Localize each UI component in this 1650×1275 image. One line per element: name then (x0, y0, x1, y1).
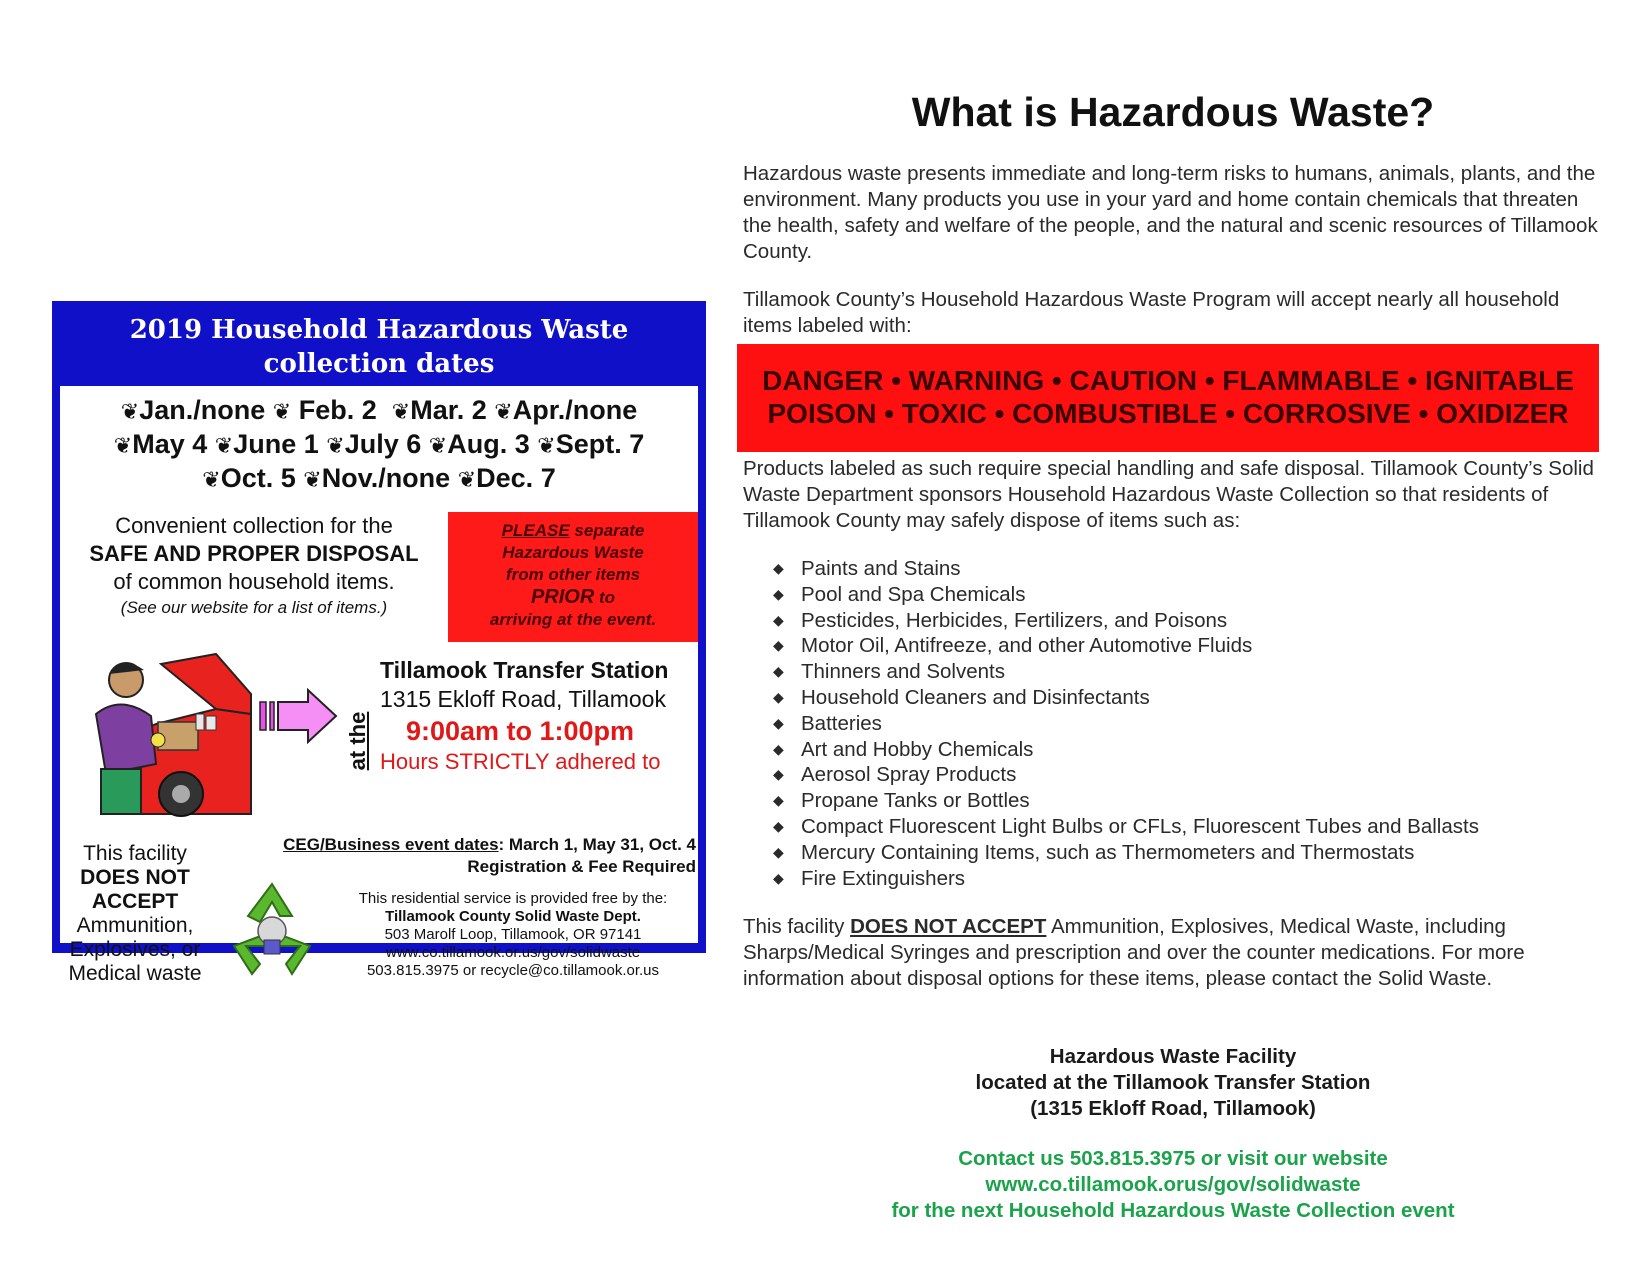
list-item: ◆ Mercury Containing Items, such as Thermometers and Thermostats (773, 840, 1415, 864)
leaf-bullet-icon: ❦ (537, 433, 556, 458)
transfer-station-info: Tillamook Transfer Station 1315 Ekloff Road, Tillamook 9:00am to 1:00pm Hours STRICTLY adhered to (380, 657, 669, 774)
separate-waste-notice: PLEASE separate Hazardous Waste from other items PRIOR to arriving at the event. (448, 512, 698, 642)
diamond-bullet-icon: ◆ (773, 560, 784, 576)
leaf-bullet-icon: ❦ (120, 399, 140, 424)
dates-row: ❦Jan./none ❦ Feb. 2 ❦Mar. 2 ❦Apr./none (120, 395, 638, 425)
service-contact-info: This residential service is provided free by the: Tillamook County Solid Waste Dept. 503 Marolf Loop, Tillamook, OR 97141 www.co.tillamook.or.us/gov/solidwaste 503.815.3975 or recycle@co.tillamook.or.us (358, 890, 668, 979)
diamond-bullet-icon: ◆ (773, 766, 784, 783)
flyer-title: 2019 Household Hazardous Waste collection dates (129, 315, 629, 379)
dates-row: ❦May 4 ❦June 1 ❦July 6 ❦Aug. 3 ❦Sept. 7 (113, 429, 645, 459)
hazard-labels-banner: DANGER • WARNING • CAUTION • FLAMMABLE • IGNITABLE POISON • TOXIC • COMBUSTIBLE • CORROSIVE • OXIDIZER (737, 344, 1599, 452)
diamond-bullet-icon: ◆ (773, 663, 784, 680)
leaf-bullet-icon: ❦ (326, 433, 345, 458)
diamond-bullet-icon: ◆ (773, 843, 784, 860)
facility-location: Hazardous Waste Facility located at the Tillamook Transfer Station (1315 Ekloff Road, Tillamook) (975, 1045, 1371, 1120)
program-paragraph: Tillamook County’s Household Hazardous Waste Program will accept nearly all household items labeled with: (743, 288, 1560, 337)
list-item: ◆ Fire Extinguishers (773, 866, 966, 890)
diamond-bullet-icon: ◆ (773, 714, 784, 731)
business-event-dates: CEG/Business event dates: March 1, May 31, Oct. 4 Registration & Fee Required (283, 835, 696, 876)
leaf-bullet-icon: ❦ (202, 467, 221, 492)
flyer-body (60, 386, 698, 985)
accepted-items-list (773, 556, 1479, 891)
convenient-collection-text: Convenient collection for the SAFE AND PROPER DISPOSAL of common household items. (See our website for a list of items.) (89, 513, 419, 617)
list-item: ◆ Pesticides, Herbicides, Fertilizers, and Poisons (773, 608, 1228, 632)
list-item: ◆ Motor Oil, Antifreeze, and other Automotive Fluids (773, 634, 1253, 658)
list-item: ◆ Batteries (773, 711, 882, 735)
leaf-bullet-icon: ❦ (391, 399, 411, 424)
diamond-bullet-icon: ◆ (773, 585, 784, 602)
leaf-bullet-icon: ❦ (214, 433, 234, 458)
website-link[interactable]: www.co.tillamook.orus/gov/solidwaste (985, 1173, 1361, 1196)
diamond-bullet-icon: ◆ (773, 611, 784, 628)
not-accepted-paragraph: This facility DOES NOT ACCEPT Ammunition, Explosives, Medical Waste, including Sharps/Medical Syringes and prescription and over the counter medications. For more information about disposal options for these items, please contact the Solid Waste. (743, 915, 1525, 990)
diamond-bullet-icon: ◆ (773, 740, 784, 757)
list-item: ◆ Thinners and Solvents (773, 660, 1005, 684)
pink-arrow-icon (260, 688, 340, 744)
car-unloading-illustration (66, 654, 251, 814)
leaf-bullet-icon: ❦ (457, 467, 477, 492)
recycle-logo-icon (222, 876, 322, 976)
leaf-bullet-icon: ❦ (494, 399, 513, 424)
diamond-bullet-icon: ◆ (773, 869, 784, 886)
article-headline: What is Hazardous Waste? (911, 89, 1435, 135)
diamond-bullet-icon: ◆ (773, 817, 784, 834)
list-item: ◆ Art and Hobby Chemicals (773, 737, 1034, 761)
does-not-accept-notice: This facility DOES NOT ACCEPT Ammunition, Explosives, or Medical waste (68, 842, 202, 985)
intro-paragraph: Hazardous waste presents immediate and long-term risks to humans, animals, plants, and the environment. Many products you use in your yard and home contain chemicals that threaten the health, safety and welfare of the people, and the natural and scenic resources of Tillamook County. (743, 162, 1598, 263)
list-item: ◆ Pool and Spa Chemicals (773, 582, 1026, 606)
leaf-bullet-icon: ❦ (303, 467, 322, 492)
collection-dates (60, 394, 698, 496)
list-item: ◆ Compact Fluorescent Light Bulbs or CFLs, Fluorescent Tubes and Ballasts (773, 814, 1479, 838)
list-item: ◆ Household Cleaners and Disinfectants (773, 685, 1150, 709)
diamond-bullet-icon: ◆ (773, 688, 784, 705)
collection-dates-flyer (52, 301, 706, 985)
diamond-bullet-icon: ◆ (773, 792, 784, 809)
handling-paragraph: Products labeled as such require special handling and safe disposal. Tillamook County’s Solid Waste Department sponsors Household Hazardous Waste Collection so that residents of Tillamook County may safely dispose of items such as: (743, 457, 1594, 532)
leaf-bullet-icon: ❦ (113, 433, 133, 458)
dates-row: ❦Oct. 5 ❦Nov./none ❦Dec. 7 (202, 463, 556, 493)
list-item: ◆ Paints and Stains (773, 557, 961, 580)
leaf-bullet-icon: ❦ (428, 433, 448, 458)
list-item: ◆ Aerosol Spray Products (773, 763, 1017, 787)
leaf-bullet-icon: ❦ (272, 399, 292, 424)
at-the-label: at the (345, 711, 370, 771)
list-item: ◆ Propane Tanks or Bottles (773, 789, 1030, 813)
diamond-bullet-icon: ◆ (773, 637, 784, 654)
contact-info: Contact us 503.815.3975 or visit our website www.co.tillamook.orus/gov/solidwaste for the next Household Hazardous Waste Collection event (743, 1146, 1603, 1224)
